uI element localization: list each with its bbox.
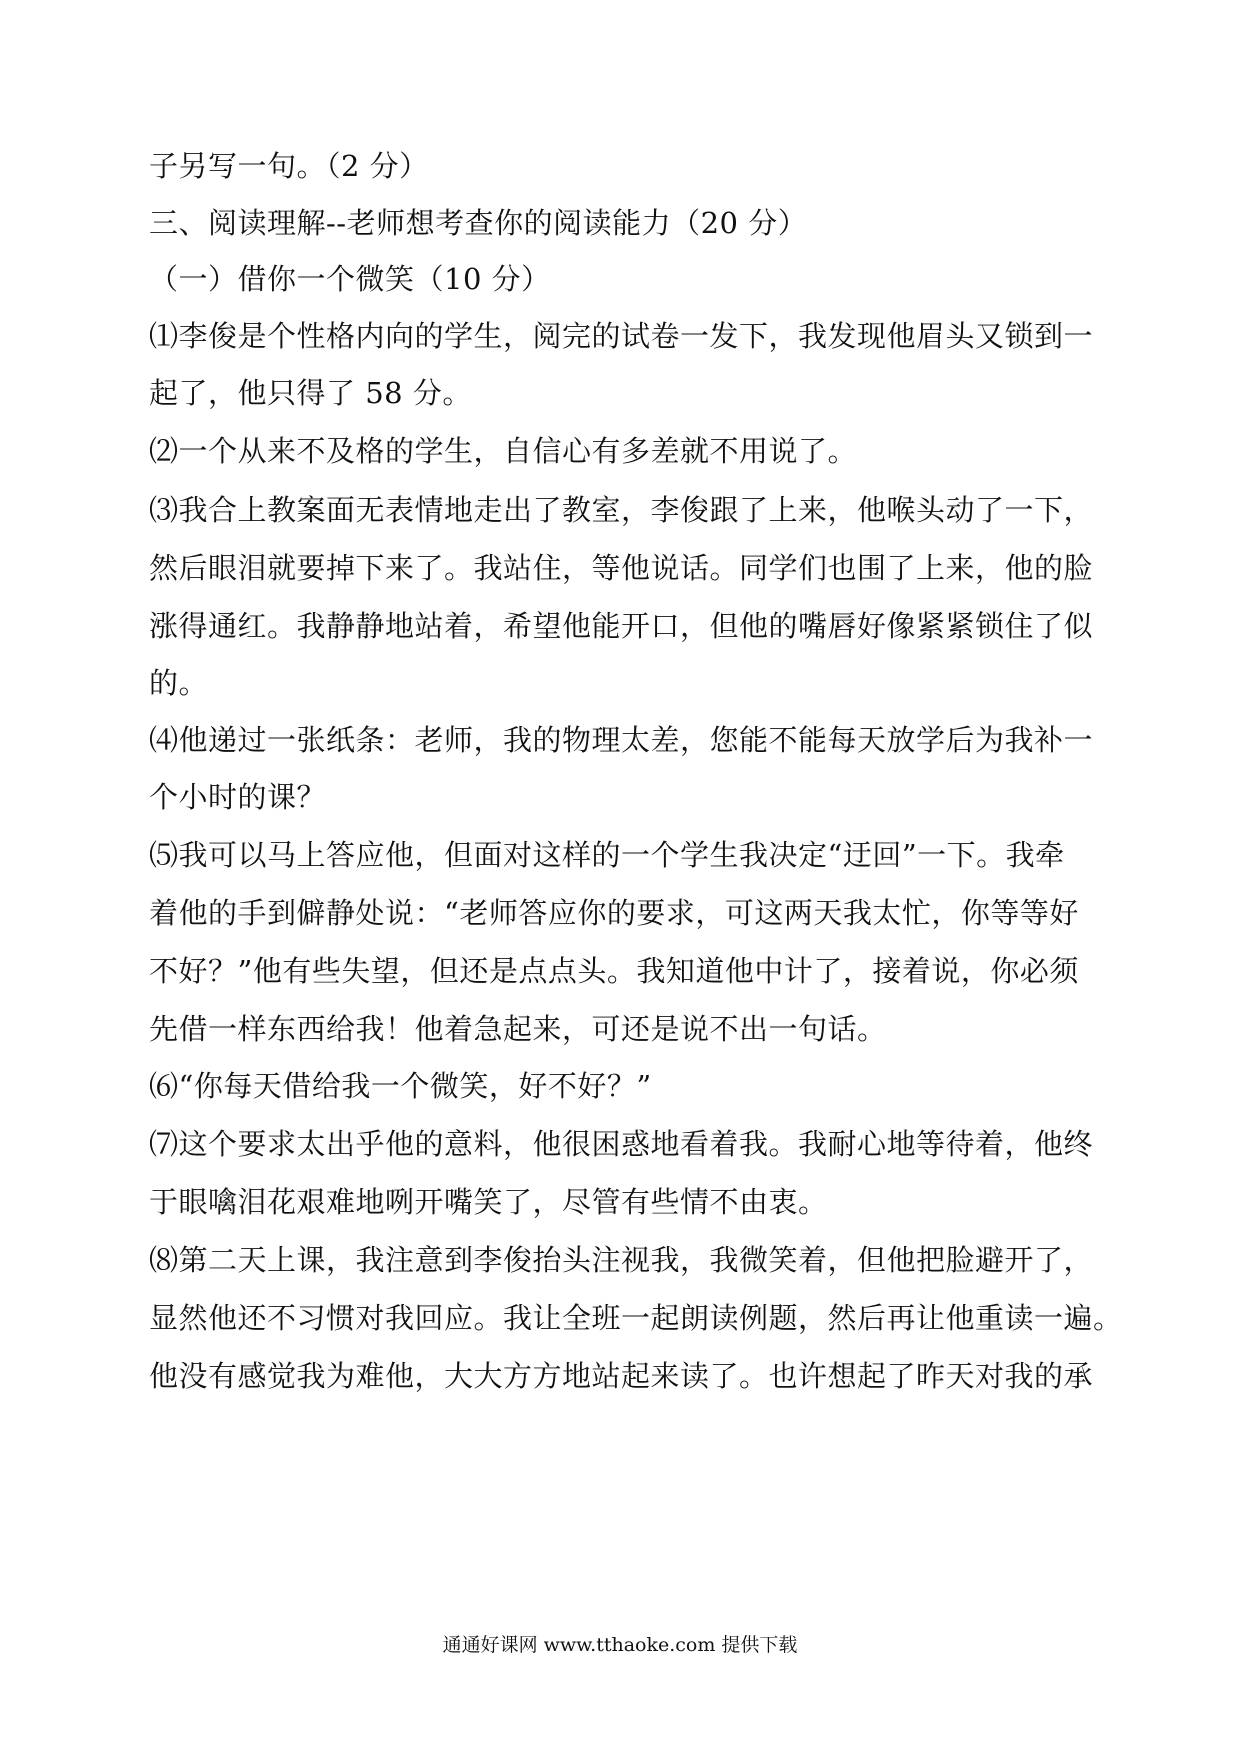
text-line: 起了，他只得了 58 分。 (149, 376, 472, 410)
text-line: ⑻第二天上课，我注意到李俊抬头注视我，我微笑着，但他把脸避开了， (149, 1243, 1094, 1277)
text-line: 先借一样东西给我！他着急起来，可还是说不出一句话。 (149, 1012, 887, 1046)
text-line: 涨得通红。我静静地站着，希望他能开口，但他的嘴唇好像紧紧锁住了似 (149, 609, 1094, 643)
text-line: ⑸我可以马上答应他，但面对这样的一个学生我决定“迂回”一下。我牵 (149, 838, 1065, 872)
section-heading: 三、阅读理解--老师想考查你的阅读能力（20 分） (149, 206, 808, 240)
text-line: 子另写一句。（2 分） (149, 149, 429, 183)
text-line: 他没有感觉我为难他，大大方方地站起来读了。也许想起了昨天对我的承 (149, 1359, 1094, 1393)
text-line: 不好？”他有些失望，但还是点点头。我知道他中计了，接着说，你必须 (149, 954, 1079, 988)
text-line: 个小时的课？ (149, 780, 327, 814)
text-line: 的。 (149, 666, 209, 700)
passage-title: （一）借你一个微笑（10 分） (149, 262, 551, 296)
text-line: 然后眼泪就要掉下来了。我站住，等他说话。同学们也围了上来，他的脸 (149, 551, 1094, 585)
text-line: 着他的手到僻静处说：“老师答应你的要求，可这两天我太忙，你等等好 (149, 896, 1079, 930)
text-line: ⑺这个要求太出乎他的意料，他很困惑地看着我。我耐心地等待着，他终 (149, 1127, 1094, 1161)
text-line: ⑵一个从来不及格的学生，自信心有多差就不用说了。 (149, 434, 858, 468)
text-line: ⑹“你每天借给我一个微笑，好不好？” (149, 1069, 652, 1103)
text-line: ⑷他递过一张纸条：老师，我的物理太差，您能不能每天放学后为我补一 (149, 723, 1094, 757)
text-line: 显然他还不习惯对我回应。我让全班一起朗读例题，然后再让他重读一遍。 (149, 1301, 1123, 1335)
page-footer: 通通好课网 www.tthaoke.com 提供下载 (442, 1634, 798, 1656)
text-line: ⑶我合上教案面无表情地走出了教室，李俊跟了上来，他喉头动了一下， (149, 493, 1094, 527)
text-line: 于眼噙泪花艰难地咧开嘴笑了，尽管有些情不由衷。 (149, 1185, 828, 1219)
text-line: ⑴李俊是个性格内向的学生，阅完的试卷一发下，我发现他眉头又锁到一 (149, 319, 1094, 353)
